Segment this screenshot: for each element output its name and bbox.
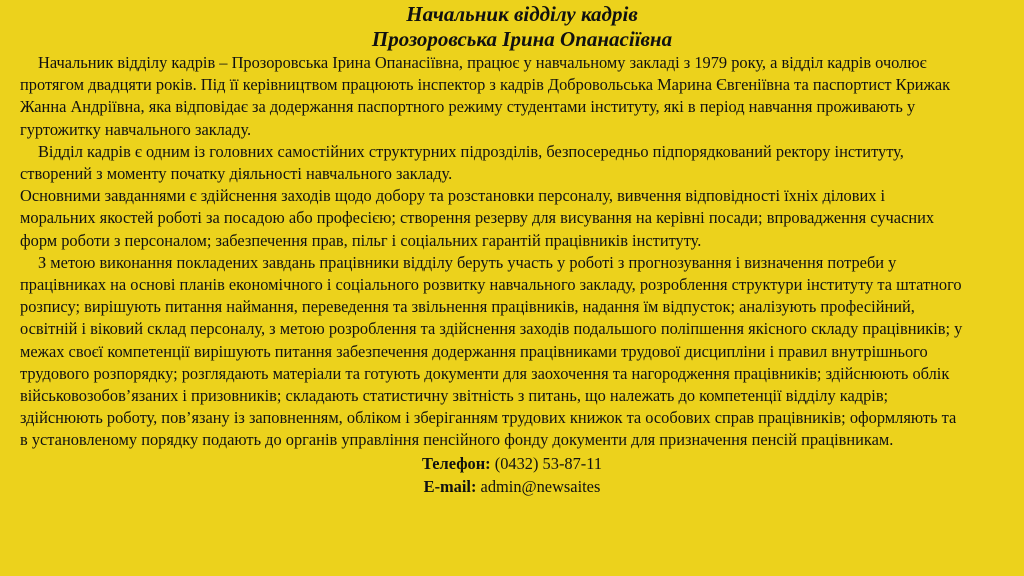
paragraph-intro: Начальник відділу кадрів – Прозоровська Ірина Опанасіївна, працює у навчальному закладі з 1979 року, а відділ кадрів очолює протягом двадцяти років. Під її керівництвом працюють інспектор з кадрів Добровольська Марина Євгеніївна та паспортист Крижак Жанна Андріївна, яка відповідає за додержання паспортного режиму студентами інституту, які в період навчання проживають у гуртожитку навчального закладу. (20, 53, 951, 139)
paragraph-department: Відділ кадрів є одним із головних самостійних структурних підрозділів, безпосередньо підпорядкований ректору інституту, створений з моменту початку діяльності навчального закладу. (20, 141, 904, 184)
paragraph-duties: З метою виконання покладених завдань працівники відділу беруть участь у роботі з прогнозування і визначення потреби у працівниках на основі планів економічного і соціального розвитку навчального закладу, розроблення структури інституту та штатного розпису; вирішують питання наймання, переведення та звільнення працівників, надання їм відпусток; аналізують професійний, освітній і віковий склад персоналу, з метою розроблення та здійснення заходів подальшого поліпшення якісного складу працівників; у межах своєї компетенції вирішують питання забезпечення додержання працівниками трудової дисципліни і правил внутрішнього трудового розпорядку; розглядають матеріали та готують документи для заохочення та нагородження працівників; здійснюють облік військовозобов’язаних і призовників; складають статистичну звітність з питань, що належать до компетенції відділу кадрів; здійснюють роботу, пов’язану із заповненням, обліком і зберіганням трудових книжок та особових справ працівників; оформляють та в установленому порядку подають до органів управління пенсійного фонду документи для призначення пенсій працівникам. (20, 252, 963, 450)
paragraph-tasks: Основними завданнями є здійснення заходів щодо добору та розстановки персоналу, вивчення відповідності їхніх ділових і моральних якостей роботі за посадою або професією; створення резерву для висування на керівні посади; впровадження сучасних форм роботи з персоналом; забезпечення прав, пільг і соціальних гарантій працівників інституту. (20, 186, 935, 250)
person-name: Прозоровська Ірина Опанасіївна (371, 27, 673, 51)
email-value[interactable]: admin@newsaites (476, 476, 601, 496)
phone-value: (0432) 53-87-11 (490, 453, 603, 473)
page-title: Начальник відділу кадрів (406, 2, 638, 26)
email-label: E-mail: (423, 476, 477, 496)
phone-line (20, 452, 964, 475)
email-line (20, 475, 964, 498)
phone-label: Телефон: (421, 453, 491, 473)
